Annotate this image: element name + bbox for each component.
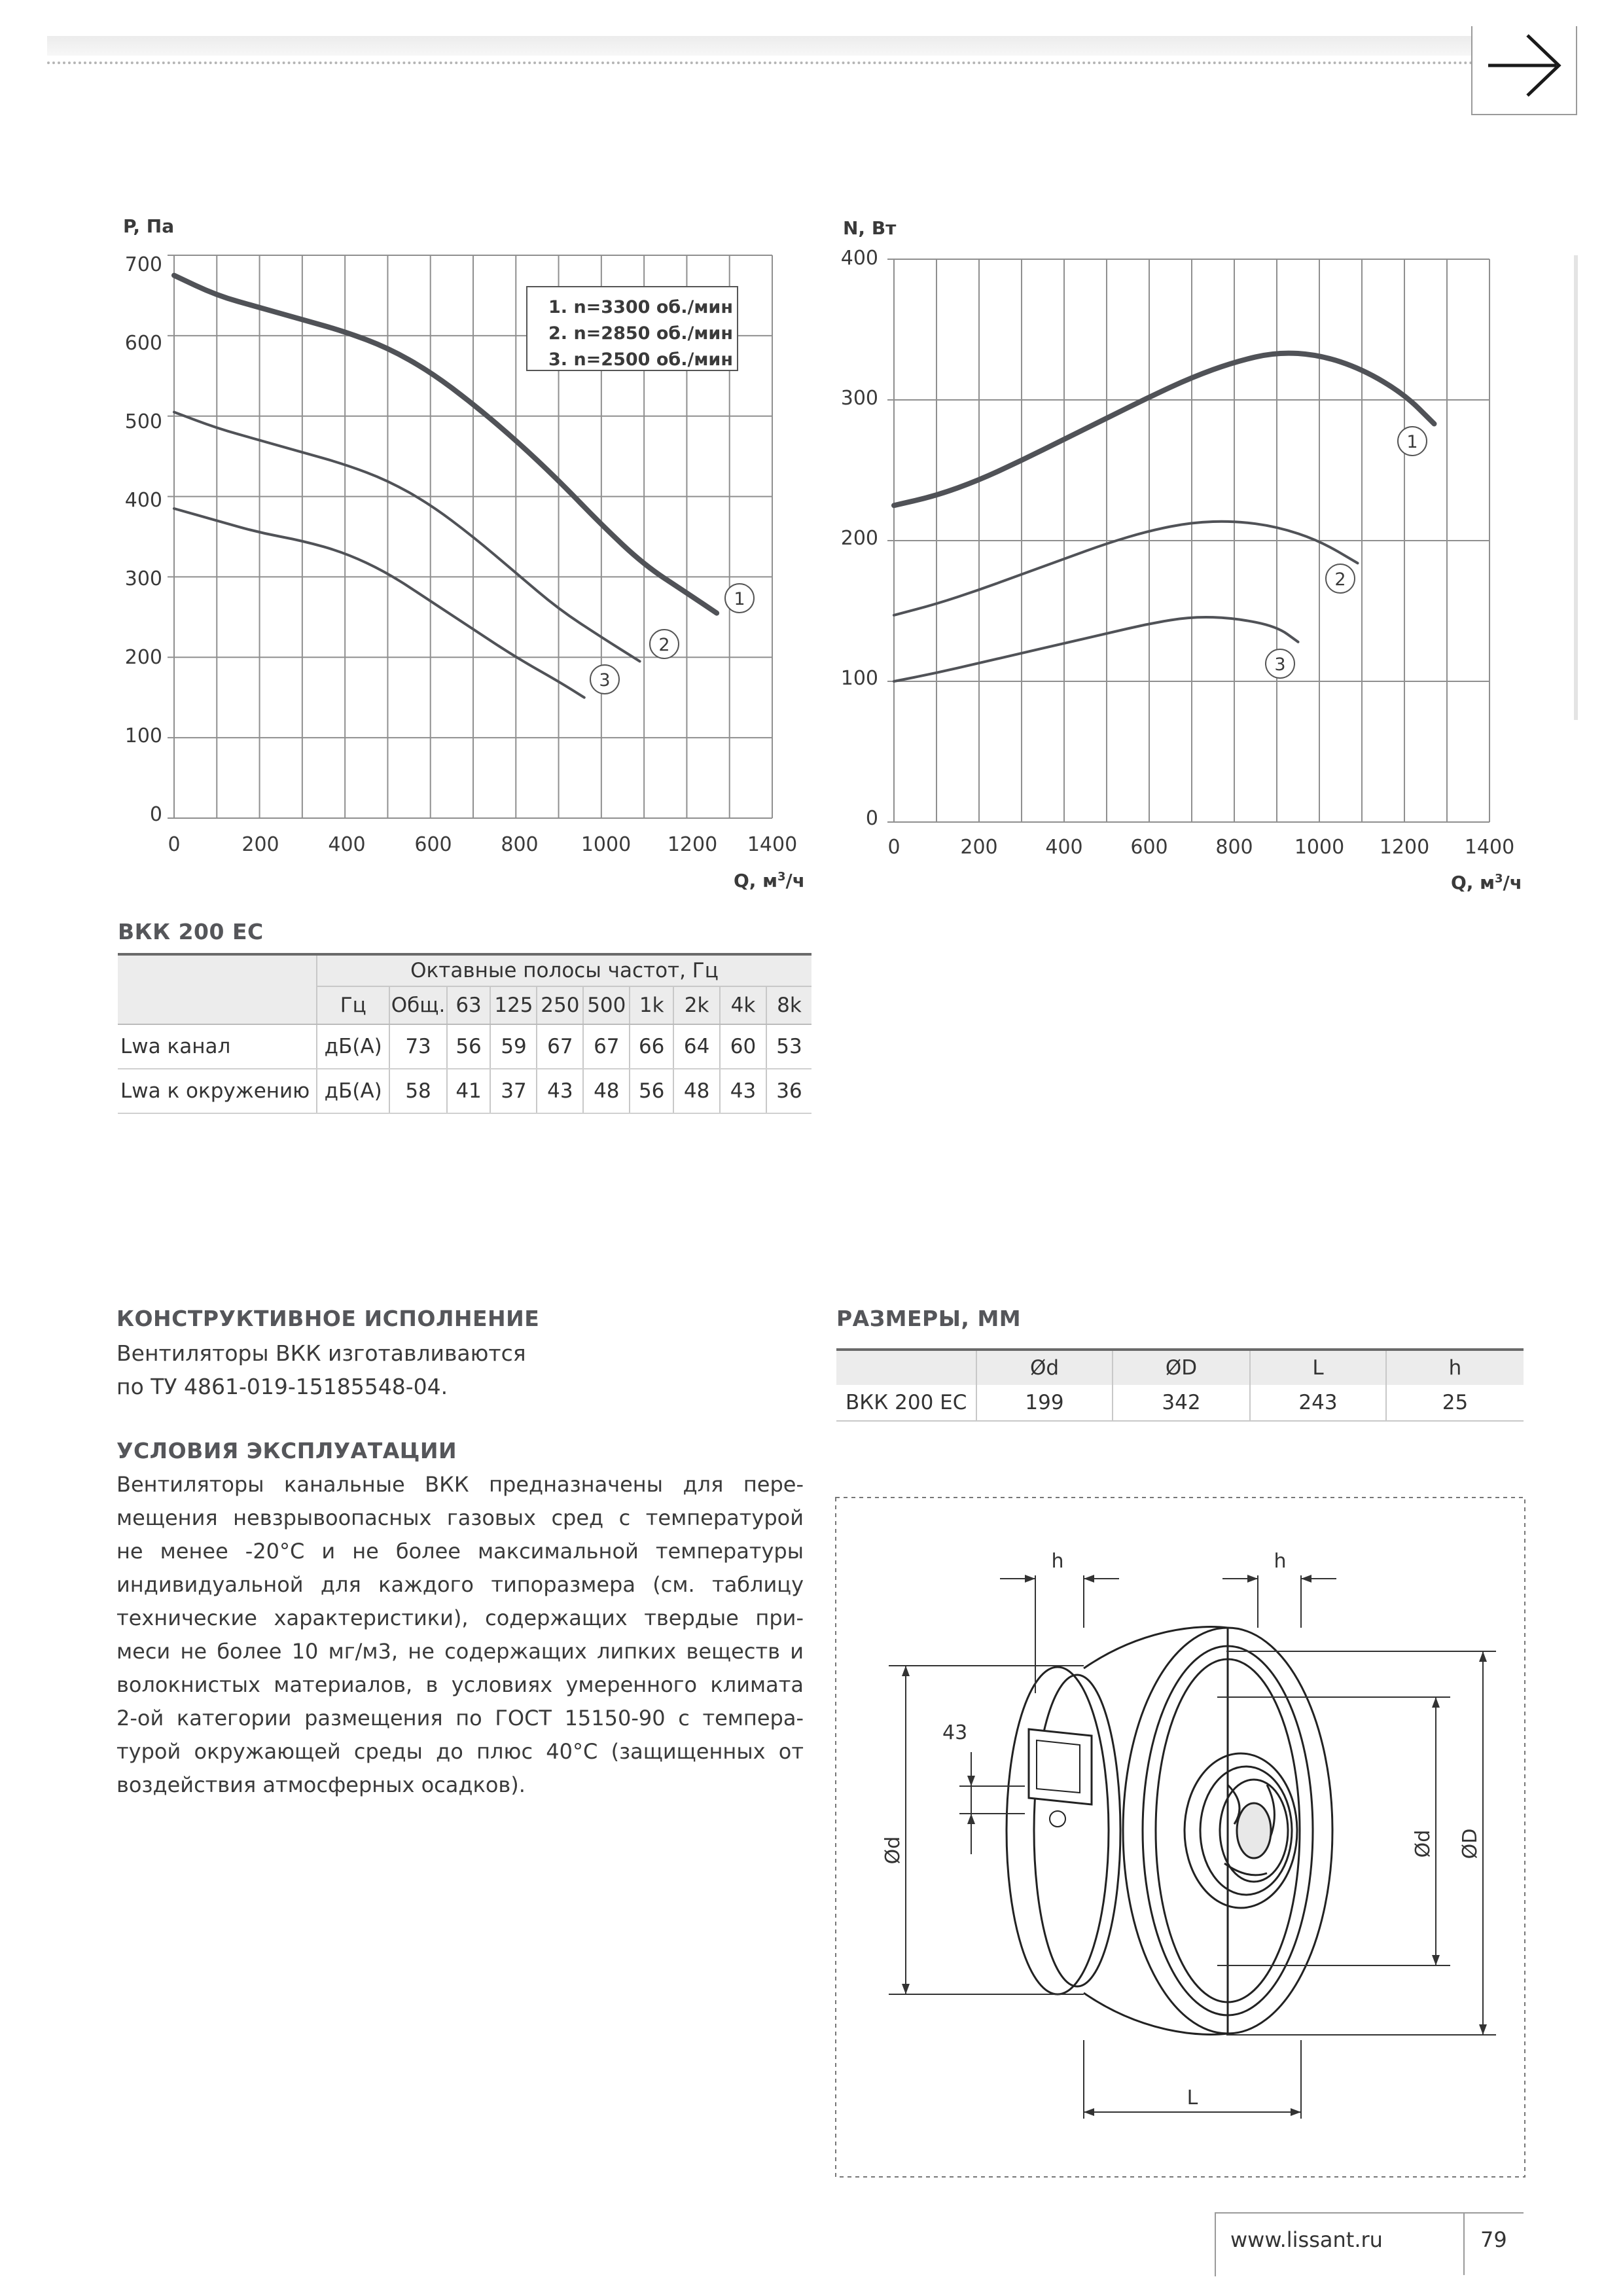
dimension-label-43: 43 [942,1721,968,1744]
power-series-1 [894,353,1435,506]
table-cell: 53 [766,1024,812,1069]
table-cell: 41 [447,1069,491,1113]
text-line: волокнистых материалов, в условиях умеренного климата [116,1672,804,1697]
pressure-x-tick: 1000 [580,833,632,856]
svg-text:3: 3 [599,670,611,691]
column-header: 125 [490,986,537,1024]
noise-table [118,953,812,1114]
page-number: 79 [1480,2227,1507,2252]
pressure-y-tick: 300 [124,567,162,590]
column-header [836,1350,976,1385]
column-header: Общ. [389,986,446,1024]
pressure-chart [98,203,825,897]
pressure-x-tick: 200 [241,833,279,856]
power-chart [831,203,1558,897]
table-cell: 56 [630,1069,673,1113]
table-row [118,1069,812,1113]
pressure-curve-marker-1 [725,584,754,613]
pressure-x-tick: 600 [414,833,452,856]
power-x-tick: 0 [887,836,901,859]
text-line: мещения невзрывоопасных газовых сред с температурой [116,1505,804,1530]
header-dotted-rule [47,62,1474,64]
text-line: Вентиляторы канальные ВКК предназначены для пере- [116,1472,804,1497]
noise-table-title: ВКК 200 ЕС [118,919,264,944]
column-header: Ød [976,1350,1113,1385]
pressure-y-tick: 500 [124,410,162,433]
power-x-tick: 600 [1130,836,1168,859]
table-row [118,1024,812,1069]
pressure-y-tick: 700 [124,253,162,276]
table-cell: 58 [389,1069,446,1113]
dimension-label-L: L [1186,2087,1198,2109]
text-line: меси не более 10 мг/м3, не содержащих липких веществ и [116,1639,804,1664]
scrollbar[interactable] [1574,255,1578,720]
dimension-label-h-right: h [1274,1550,1287,1573]
table-row [836,1385,1524,1421]
pressure-y-tick: 200 [124,646,162,669]
power-chart-y-ticks [841,247,878,830]
pressure-chart-y-ticks [125,253,162,826]
pressure-curve-marker-2 [650,630,679,658]
column-header: 2k [673,986,720,1024]
pressure-x-tick: 800 [501,833,539,856]
table-cell: 59 [490,1024,537,1069]
power-x-tick: 800 [1215,836,1253,859]
table-cell: 60 [720,1024,766,1069]
text-line: воздействия атмосферных осадков). [116,1772,526,1797]
power-x-tick: 1000 [1294,836,1345,859]
pressure-y-tick: 100 [124,725,162,747]
table-cell: 25 [1386,1385,1524,1421]
column-header: 500 [583,986,630,1024]
table-cell: 48 [583,1069,630,1113]
text-line: по ТУ 4861-019-15185548-04. [116,1374,448,1399]
svg-text:1: 1 [734,589,745,609]
pressure-chart-x-ticks [168,833,797,856]
dimension-label-d-left: Ød [882,1836,904,1865]
table-cell: 43 [720,1069,766,1113]
column-header: 1k [630,986,673,1024]
power-x-tick: 200 [960,836,998,859]
dimension-label-h-left: h [1051,1550,1064,1573]
column-header: h [1386,1350,1524,1385]
power-x-tick: 1200 [1379,836,1430,859]
power-x-tick: 400 [1045,836,1083,859]
power-y-tick: 300 [840,387,878,410]
text-line: не менее -20°С и не более максимальной температуры [116,1539,804,1564]
pressure-x-tick: 1200 [667,833,718,856]
column-header: 250 [537,986,583,1024]
table-corner-cell [118,954,317,986]
table-corner-cell [118,986,317,1024]
legend-entry: 1. n=3300 об./мин [548,297,733,317]
legend-entry: 2. n=2850 об./мин [548,323,733,344]
power-x-tick: 1400 [1464,836,1515,859]
column-header: ØD [1113,1350,1250,1385]
legend-entry: 3. n=2500 об./мин [548,350,733,370]
svg-text:2: 2 [658,635,670,655]
power-y-label: N, Вт [843,217,897,239]
text-line: технические характеристики), содержащих твердые при- [116,1605,804,1630]
power-curve-marker-1 [1398,427,1427,456]
power-y-tick: 400 [840,247,878,270]
conditions-text [116,1468,804,1802]
pressure-y-tick: 0 [149,803,162,826]
text-line: индивидуальной для каждого типоразмера (см. таблицу [116,1572,804,1597]
construction-text [116,1336,804,1403]
fan-body [1007,1627,1332,2035]
pressure-y-label: P, Па [123,215,175,237]
table-cell: ВКК 200 ЕС [836,1385,976,1421]
row-label: Lwa к окружению [118,1069,317,1113]
row-label: Lwa канал [118,1024,317,1069]
pressure-x-label: Q, $м^3/ч$ [733,870,805,891]
column-header: 4k [720,986,766,1024]
construction-title: КОНСТРУКТИВНОЕ ИСПОЛНЕНИЕ [116,1306,540,1331]
dimension-label-d-right: Ød [1412,1829,1435,1858]
power-series-2 [894,522,1358,615]
column-header: L [1250,1350,1386,1385]
column-header: 8k [766,986,812,1024]
power-curve-marker-3 [1266,649,1294,678]
power-y-tick: 0 [865,807,878,830]
pressure-x-tick: 0 [168,833,181,856]
table-cell: 243 [1250,1385,1386,1421]
octave-band-header: Октавные полосы частот, Гц [317,954,812,986]
footer-separator [1463,2212,1465,2275]
table-cell: 73 [389,1024,446,1069]
dimensions-title: РАЗМЕРЫ, ММ [836,1306,1022,1331]
power-y-tick: 100 [840,667,878,690]
pressure-x-tick: 400 [328,833,366,856]
power-curve-marker-2 [1326,564,1355,593]
text-line: Вентиляторы ВКК изготавливаются [116,1340,526,1366]
svg-text:2: 2 [1334,569,1346,590]
arrow-right-icon [1472,26,1576,114]
power-y-tick: 200 [840,527,878,550]
text-line: 2-ой категории размещения по ГОСТ 15150-90 с темпера- [116,1706,804,1731]
dimensions-table [836,1348,1524,1422]
table-cell: 64 [673,1024,720,1069]
fan-dimension-drawing [835,1497,1525,2178]
terminal-box [1029,1729,1092,1827]
header-bar [47,36,1474,56]
text-line: турой окружающей среды до плюс 40°С (защищенных от [116,1739,804,1764]
pressure-y-tick: 400 [124,489,162,512]
svg-text:1: 1 [1406,432,1418,452]
power-chart-grid [887,259,1489,822]
dimension-lines [889,1575,1496,2119]
pressure-chart-legend [527,287,738,370]
pressure-x-tick: 1400 [747,833,798,856]
conditions-title: УСЛОВИЯ ЭКСПЛУАТАЦИИ [116,1438,457,1463]
pressure-series-3 [174,509,584,698]
table-cell: дБ(А) [317,1024,389,1069]
dimension-label-D: ØD [1459,1828,1482,1859]
next-page-button[interactable] [1471,26,1577,115]
table-cell: дБ(А) [317,1069,389,1113]
power-series-3 [894,617,1298,681]
table-cell: 48 [673,1069,720,1113]
power-chart-x-ticks [887,836,1514,859]
footer-website-link[interactable]: www.lissant.ru [1230,2227,1383,2252]
table-cell: 37 [490,1069,537,1113]
pressure-y-tick: 600 [124,332,162,355]
table-cell: 66 [630,1024,673,1069]
pressure-series-2 [174,412,640,662]
table-cell: 67 [583,1024,630,1069]
power-x-label: Q, $м^3/ч$ [1450,872,1522,893]
table-cell: 199 [976,1385,1113,1421]
table-cell: 43 [537,1069,583,1113]
column-header: 63 [447,986,491,1024]
pressure-curve-marker-3 [590,665,619,694]
table-cell: 342 [1113,1385,1250,1421]
power-chart-curves [894,353,1435,681]
table-cell: 36 [766,1069,812,1113]
svg-text:3: 3 [1274,655,1286,675]
table-cell: 67 [537,1024,583,1069]
column-header: Гц [317,986,389,1024]
table-cell: 56 [447,1024,491,1069]
